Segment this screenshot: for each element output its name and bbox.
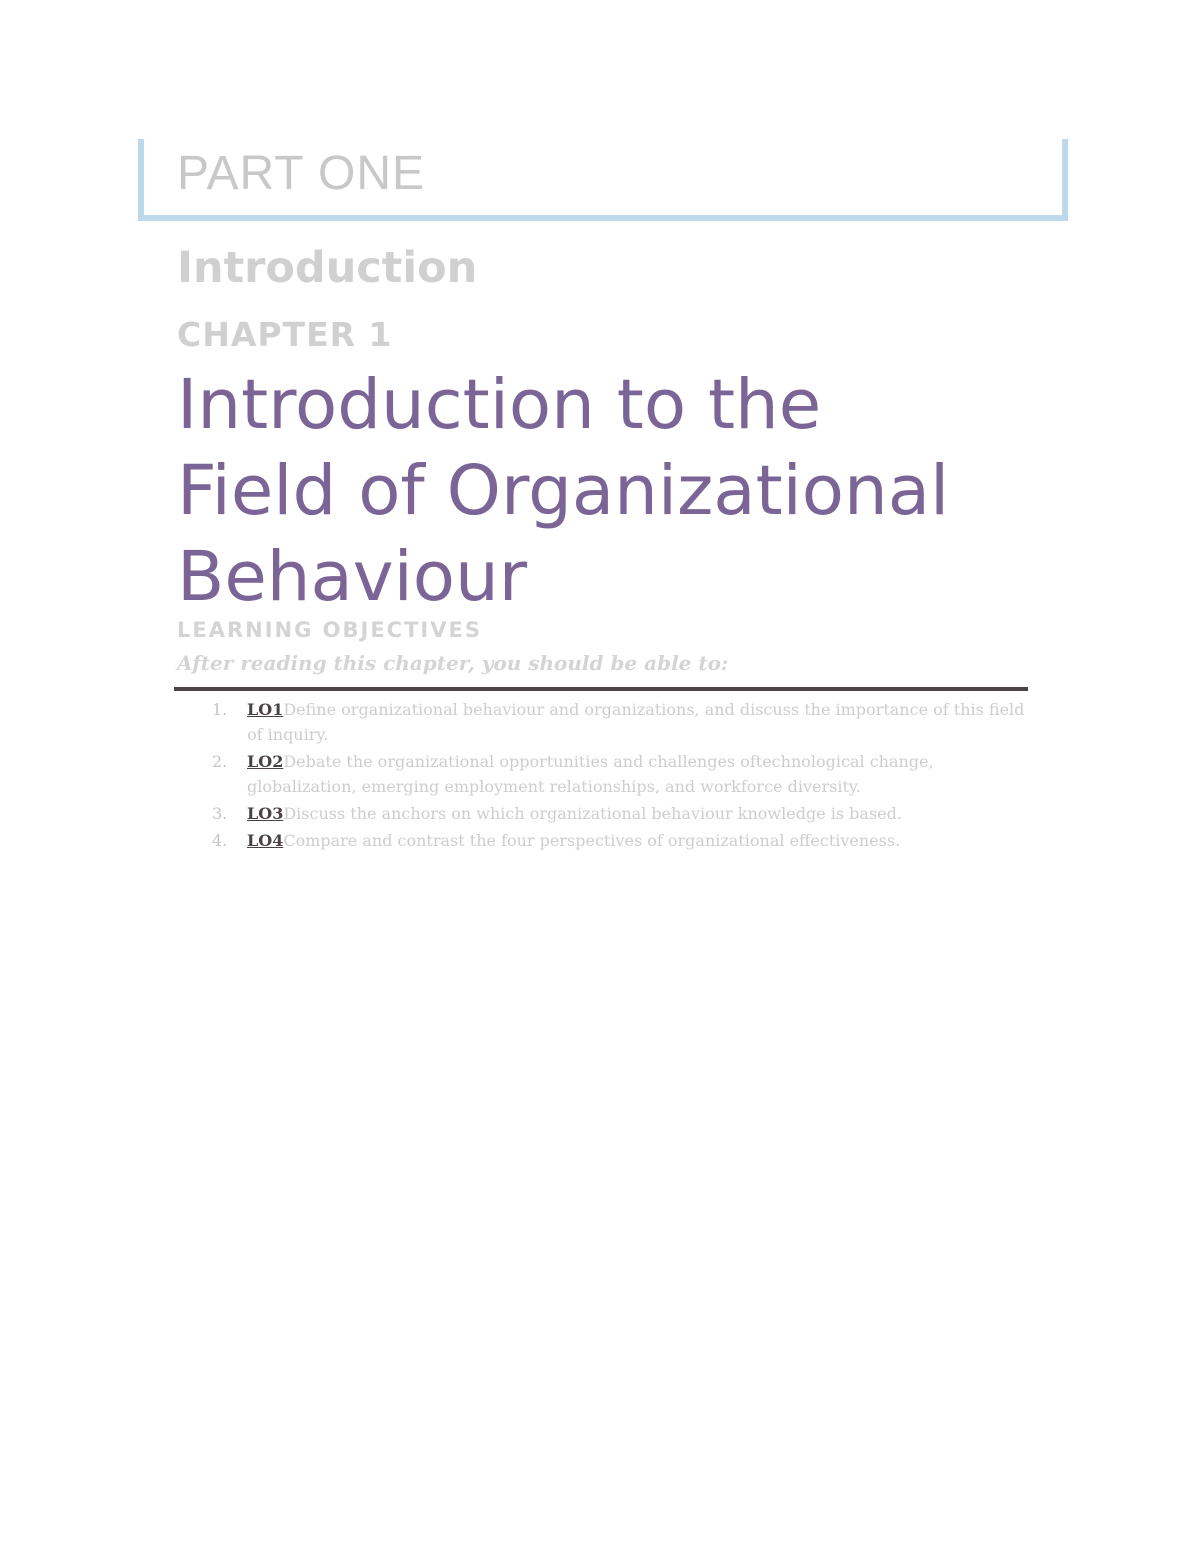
section-title: Introduction bbox=[177, 243, 478, 293]
item-number: 2. bbox=[212, 752, 228, 771]
chapter-title-line: Introduction to the bbox=[177, 365, 822, 445]
learning-objectives-intro: After reading this chapter, you should be able to: bbox=[177, 651, 729, 675]
chapter-title-line: Behaviour bbox=[177, 537, 528, 617]
item-number: 4. bbox=[212, 831, 228, 850]
part-title: PART ONE bbox=[177, 147, 426, 200]
learning-objectives-list bbox=[205, 697, 1025, 855]
objective-code-link[interactable]: LO4 bbox=[247, 831, 284, 850]
objective-code-link[interactable]: LO1 bbox=[247, 700, 284, 719]
objective-code-link[interactable]: LO3 bbox=[247, 804, 284, 823]
objective-text: Discuss the anchors on which organizational behaviour knowledge is based. bbox=[283, 804, 902, 823]
list-item bbox=[205, 749, 1025, 799]
list-item bbox=[205, 801, 1025, 826]
chapter-title-line: Field of Organizational bbox=[177, 451, 950, 531]
objective-text: Debate the organizational opportunities and challenges oftechnological change, globalization, emerging employment relationships, and workforce diversity. bbox=[247, 752, 934, 796]
objective-code-link[interactable]: LO2 bbox=[247, 752, 284, 771]
item-number: 3. bbox=[212, 804, 228, 823]
item-number: 1. bbox=[212, 700, 228, 719]
chapter-title bbox=[177, 362, 1057, 620]
objective-text: Define organizational behaviour and organizations, and discuss the importance of this field of inquiry. bbox=[247, 700, 1025, 744]
divider-rule bbox=[174, 687, 1028, 691]
chapter-label: CHAPTER 1 bbox=[177, 315, 393, 354]
objective-text: Compare and contrast the four perspectives of organizational effectiveness. bbox=[283, 831, 901, 850]
list-item bbox=[205, 697, 1025, 747]
list-item bbox=[205, 828, 1025, 853]
learning-objectives-heading: LEARNING OBJECTIVES bbox=[177, 618, 482, 642]
